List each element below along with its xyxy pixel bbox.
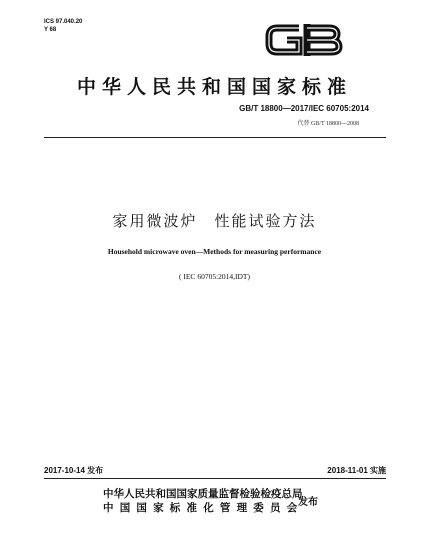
- issue-date: 2017-10-14 发布: [44, 466, 104, 475]
- replaces-standard: 代替 GB/T 18800—2008: [297, 121, 359, 127]
- header-divider: [44, 137, 386, 138]
- implementation-date: 2018-11-01 实施: [327, 466, 386, 475]
- issuing-authority-1: 中华人民共和国国家质量监督检验检疫总局: [103, 488, 303, 500]
- adoption-note: ( IEC 60705:2014,IDT): [178, 272, 251, 281]
- ics-code: ICS 97.040.20: [44, 19, 83, 25]
- footer-divider: [44, 478, 386, 479]
- publish-label: 发布: [298, 497, 318, 508]
- ccs-code: Y 68: [44, 27, 57, 33]
- document-title-chinese: 家用微波炉 性能试验方法: [112, 212, 317, 230]
- standard-number: GB/T 18800—2017/IEC 60705:2014: [239, 104, 369, 113]
- issuing-authority-2: 中国国家标准化管理委员会: [103, 502, 304, 514]
- document-title-english: Household microwave oven—Methods for measuring performance: [107, 247, 322, 256]
- gb-logo-icon: [265, 20, 345, 60]
- standard-category-title: 中华人民共和国国家标准: [76, 76, 352, 98]
- ics-code-block: [44, 18, 82, 34]
